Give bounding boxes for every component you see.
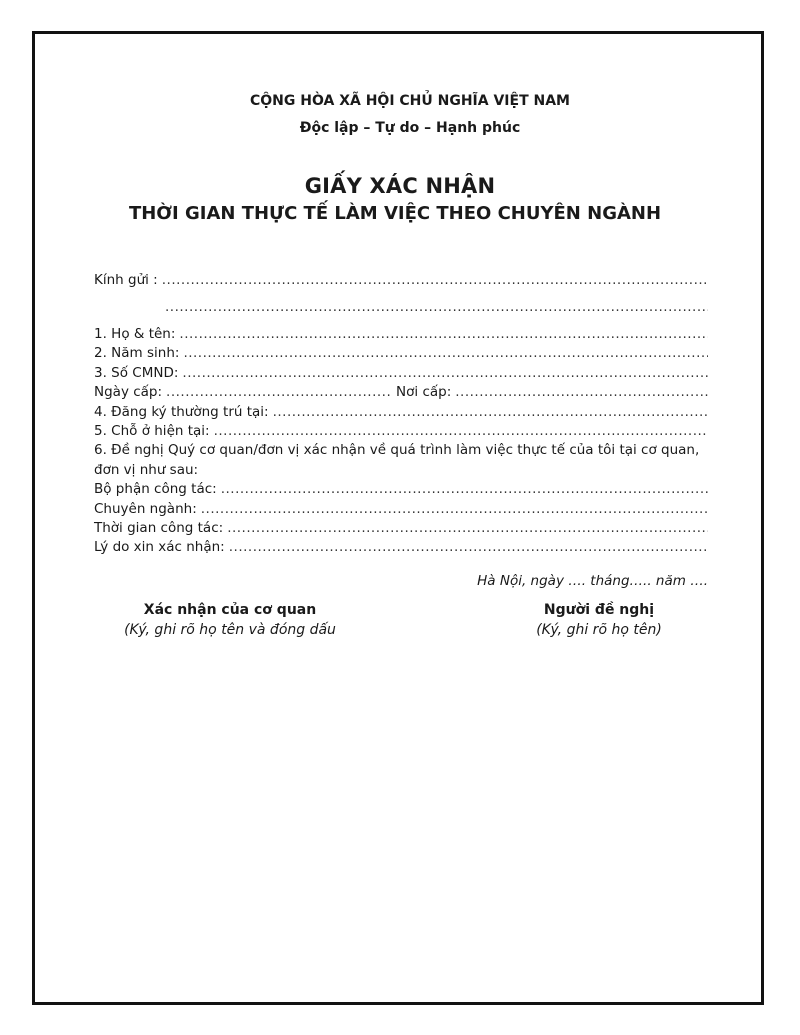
specialty-dotted-line <box>201 500 708 519</box>
permanent-address-label: 4. Đăng ký thường trú tại: <box>94 403 269 420</box>
recipient-dotted-line <box>162 271 708 290</box>
id-number-label: 3. Số CMND: <box>94 364 179 381</box>
id-number-dotted-line <box>182 364 708 383</box>
work-period-label: Thời gian công tác: <box>94 519 224 536</box>
department-label: Bộ phận công tác: <box>94 481 217 498</box>
issue-place-label: Nơi cấp: <box>396 384 452 401</box>
current-address-field[interactable] <box>94 422 708 441</box>
nation-heading: CỘNG HÒA XÃ HỘI CHỦ NGHĨA VIỆT NAM <box>249 93 570 109</box>
requester-signature-block <box>449 600 749 640</box>
birth-year-label: 2. Năm sinh: <box>94 345 180 362</box>
agency-signature-block <box>80 600 380 640</box>
work-period-field[interactable] <box>94 519 708 538</box>
permanent-address-field[interactable] <box>94 403 708 422</box>
permanent-address-dotted-line <box>273 403 708 422</box>
work-period-dotted-line <box>227 519 708 538</box>
specialty-label: Chuyên ngành: <box>94 500 197 517</box>
agency-signature-note: (Ký, ghi rõ họ tên và đóng dấu <box>124 622 336 638</box>
motto-heading: Độc lập – Tự do – Hạnh phúc <box>299 120 521 136</box>
reason-label: Lý do xin xác nhận: <box>94 539 225 556</box>
place-date-line: Hà Nội, ngày …. tháng….. năm …. <box>477 573 708 589</box>
request-paragraph: 6. Đề nghị Quý cơ quan/đơn vị xác nhận về quá trình làm việc thực tế của tôi tại cơ quan, đơn vị như sau: <box>94 442 700 478</box>
requester-signature-title: Người đề nghị <box>543 602 655 618</box>
current-address-label: 5. Chỗ ở hiện tại: <box>94 422 210 439</box>
recipient-field-continued[interactable] <box>94 298 708 325</box>
birth-year-dotted-line <box>183 344 708 363</box>
full-name-dotted-line <box>179 325 708 344</box>
agency-signature-title: Xác nhận của cơ quan <box>143 602 317 618</box>
recipient-dotted-line-2 <box>165 298 708 317</box>
full-name-label: 1. Họ & tên: <box>94 326 176 342</box>
issue-place-dotted-line[interactable] <box>455 383 708 402</box>
department-field[interactable] <box>94 480 708 499</box>
id-number-field[interactable] <box>94 364 708 383</box>
birth-year-field[interactable] <box>94 344 708 363</box>
issue-info-row <box>94 383 708 402</box>
recipient-field[interactable] <box>94 271 708 298</box>
issue-date-label: Ngày cấp: <box>94 384 163 401</box>
department-dotted-line <box>221 480 708 499</box>
recipient-label: Kính gửi : <box>94 272 158 288</box>
requester-signature-note: (Ký, ghi rõ họ tên) <box>536 622 662 638</box>
specialty-field[interactable] <box>94 500 708 519</box>
document-subtitle: THỜI GIAN THỰC TẾ LÀM VIỆC THEO CHUYÊN NGÀNH <box>128 203 662 224</box>
current-address-dotted-line <box>214 422 708 441</box>
reason-dotted-line <box>229 538 708 557</box>
reason-field[interactable] <box>94 538 708 557</box>
issue-date-dotted-line[interactable] <box>166 383 392 402</box>
form-body <box>94 271 708 558</box>
full-name-field[interactable] <box>94 325 708 344</box>
document-title: GIẤY XÁC NHẬN <box>304 174 496 198</box>
